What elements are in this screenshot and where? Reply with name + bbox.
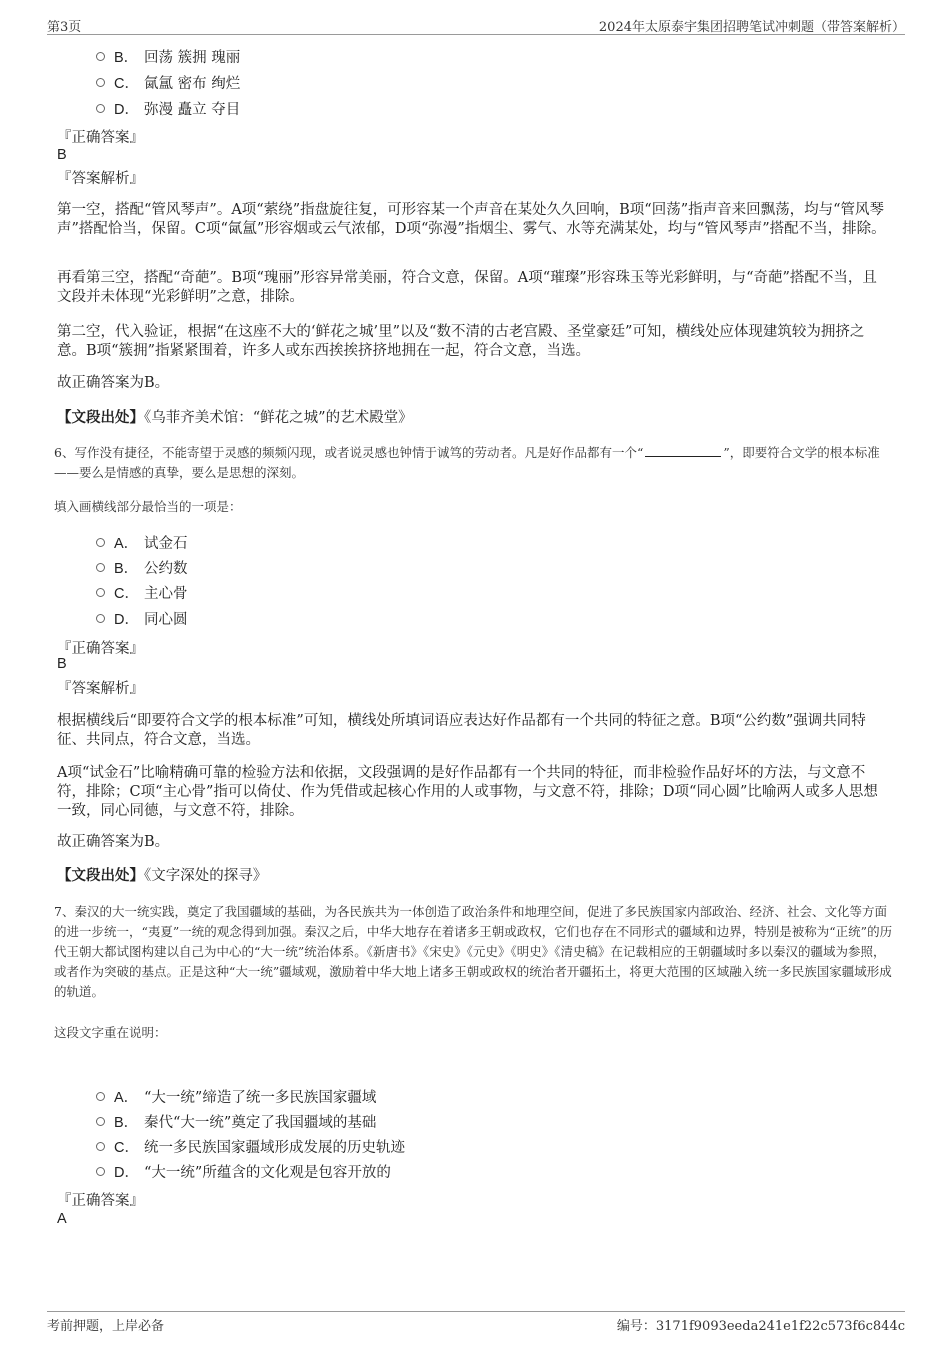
- option-letter: C．: [114, 1139, 139, 1156]
- document-id: 编号：3171f9093eeda241e1f22c573f6c844c: [616, 1319, 905, 1334]
- source-title: 《文字深处的探寻》: [144, 868, 268, 884]
- q5-analysis-p2: 再看第三空，搭配“奇葩”。B项“瑰丽”形容异常美丽，符合文意，保留。A项“璀璨”形容珠玉等光彩鲜明，与“奇葩”搭配不当，且文段并未体现“光彩鲜明”之意，排除。: [57, 270, 877, 305]
- option-letter: B．: [114, 560, 139, 577]
- option-letter: C．: [114, 75, 139, 92]
- document-title: 2024年太原泰宇集团招聘笔试冲刺题（带答案解析）: [598, 20, 905, 35]
- q7-option-b[interactable]: [96, 1111, 376, 1131]
- q6-answer-label: 『正确答案』: [57, 641, 144, 657]
- radio-icon[interactable]: [96, 1142, 105, 1151]
- option-text: 主心骨: [144, 585, 188, 602]
- radio-icon[interactable]: [96, 588, 105, 597]
- radio-icon[interactable]: [96, 1117, 105, 1126]
- q6-analysis-p2: A项“试金石”比喻精确可靠的检验方法和依据，文段强调的是好作品都有一个共同的特征，而非检验作品好坏的方法，与文意不符，排除；C项“主心骨”指可以倚仗、作为凭借或起核心作用的人或事物，与文意不符，排除；D项“同心圆”比喻两人或多人思想一致，同心同德，与文意不符，排除。: [57, 765, 878, 819]
- q5-option-d[interactable]: [96, 98, 240, 118]
- option-text: “大一统”所蕴含的文化观是包容开放的: [144, 1164, 391, 1181]
- q7-answer: A: [57, 1211, 67, 1227]
- q7-option-c[interactable]: [96, 1136, 405, 1156]
- q6-answer: B: [57, 656, 67, 672]
- radio-icon[interactable]: [96, 538, 105, 547]
- option-text: 氤氲 密布 绚烂: [144, 75, 241, 92]
- option-text: 弥漫 矗立 夺目: [144, 101, 241, 118]
- source-label: 【文段出处】: [57, 409, 144, 426]
- option-text: 秦代“大一统”奠定了我国疆域的基础: [144, 1114, 377, 1131]
- q5-source: [57, 408, 889, 428]
- q7-answer-label: 『正确答案』: [57, 1193, 144, 1209]
- source-label: 【文段出处】: [57, 867, 144, 884]
- q6-analysis-p1: 根据横线后“即要符合文学的根本标准”可知，横线处所填词语应表达好作品都有一个共同的特征之意。B项“公约数”强调共同特征、共同点，符合文意，当选。: [57, 713, 866, 748]
- q6-analysis-label: 『答案解析』: [57, 681, 144, 697]
- radio-icon[interactable]: [96, 104, 105, 113]
- fill-blank: [645, 444, 721, 457]
- q6-option-a[interactable]: [96, 532, 188, 552]
- q5-analysis-conclusion: 故正确答案为B。: [57, 375, 170, 391]
- q6-source: [57, 866, 889, 886]
- option-text: 回荡 簇拥 瑰丽: [144, 49, 241, 66]
- q5-option-b[interactable]: [96, 46, 240, 66]
- q7-option-a[interactable]: [96, 1086, 376, 1106]
- option-letter: D．: [114, 101, 139, 118]
- q7-stem: 7、秦汉的大一统实践，奠定了我国疆域的基础，为各民族共为一体创造了政治条件和地理空间，促进了多民族国家内部政治、经济、社会、文化等方面的进一步统一，“夷夏”一统的观念得到加强。秦汉之后，中华大地存在着诸多王朝或政权，它们也存在不同形式的疆域和边界，特别是被称为“正统”的历代王朝大都试图构建以自己为中心的“大一统”统治体系。《新唐书》《宋史》《元史》《明史》《清史稿》在记载相应的王朝疆域时多以秦汉的疆域为参照，或者作为突破的基点。正是这种“大一统”疆域观，激励着中华大地上诸多王朝或政权的统治者开疆拓土，将更大范围的区域融入统一多民族国家疆域形成的轨道。: [54, 904, 893, 999]
- option-letter: D．: [114, 611, 139, 628]
- option-letter: C．: [114, 585, 139, 602]
- source-title: 《乌菲齐美术馆：“鲜花之城”的艺术殿堂》: [144, 410, 413, 426]
- page-header: [47, 14, 905, 35]
- radio-icon[interactable]: [96, 1167, 105, 1176]
- radio-icon[interactable]: [96, 78, 105, 87]
- option-text: 试金石: [144, 535, 188, 552]
- option-letter: B．: [114, 49, 139, 66]
- q5-analysis-label: 『答案解析』: [57, 171, 144, 187]
- radio-icon[interactable]: [96, 52, 105, 61]
- option-letter: A．: [114, 1089, 139, 1106]
- q5-answer-label: 『正确答案』: [57, 130, 144, 146]
- q7-option-d[interactable]: [96, 1161, 391, 1181]
- option-letter: B．: [114, 1114, 139, 1131]
- q6-stem-part1: 6、写作没有捷径，不能寄望于灵感的频频闪现，或者说灵感也钟情于诚笃的劳动者。凡是好作品都有一个“: [54, 445, 644, 460]
- q5-analysis-p1: 第一空，搭配“管风琴声”。A项“萦绕”指盘旋往复，可形容某一个声音在某处久久回响，B项“回荡”指声音来回飘荡，均与“管风琴声”搭配恰当，保留。C项“氤氲”形容烟或云气浓郁，D项“弥漫”指烟尘、雾气、水等充满某处，均与“管风琴声”搭配不当，排除。: [57, 202, 886, 237]
- q6-option-b[interactable]: [96, 557, 188, 577]
- q6-option-d[interactable]: [96, 608, 188, 628]
- option-text: 统一多民族国家疆域形成发展的历史轨迹: [144, 1139, 405, 1156]
- option-letter: A．: [114, 535, 139, 552]
- option-text: “大一统”缔造了统一多民族国家疆域: [144, 1089, 377, 1106]
- radio-icon[interactable]: [96, 614, 105, 623]
- radio-icon[interactable]: [96, 563, 105, 572]
- footer-slogan: 考前押题，上岸必备: [47, 1319, 165, 1334]
- q5-answer: B: [57, 147, 67, 163]
- q6-stem-part2: ”，即要符合文学的根本标准——要么是情感的真挚，要么是思想的深刻。: [54, 445, 880, 480]
- page-number: 第3页: [47, 20, 82, 35]
- page-footer: [47, 1311, 905, 1336]
- radio-icon[interactable]: [96, 1092, 105, 1101]
- option-letter: D．: [114, 1164, 139, 1181]
- q6-analysis-conclusion: 故正确答案为B。: [57, 834, 170, 850]
- option-text: 公约数: [144, 560, 188, 577]
- q6-stem: [54, 443, 896, 483]
- q7-prompt: 这段文字重在说明：: [54, 1025, 167, 1040]
- q5-option-c[interactable]: [96, 72, 240, 92]
- option-text: 同心圆: [144, 611, 188, 628]
- q5-analysis-p3: 第二空，代入验证，根据“在这座不大的‘鲜花之城’里”以及“数不清的古老宫殿、圣堂豪廷”可知，横线处应体现建筑较为拥挤之意。B项“簇拥”指紧紧围着，许多人或东西挨挨挤挤地拥在一起，符合文意，当选。: [57, 324, 865, 359]
- q6-option-c[interactable]: [96, 582, 188, 602]
- q6-prompt: 填入画横线部分最恰当的一项是：: [54, 499, 242, 514]
